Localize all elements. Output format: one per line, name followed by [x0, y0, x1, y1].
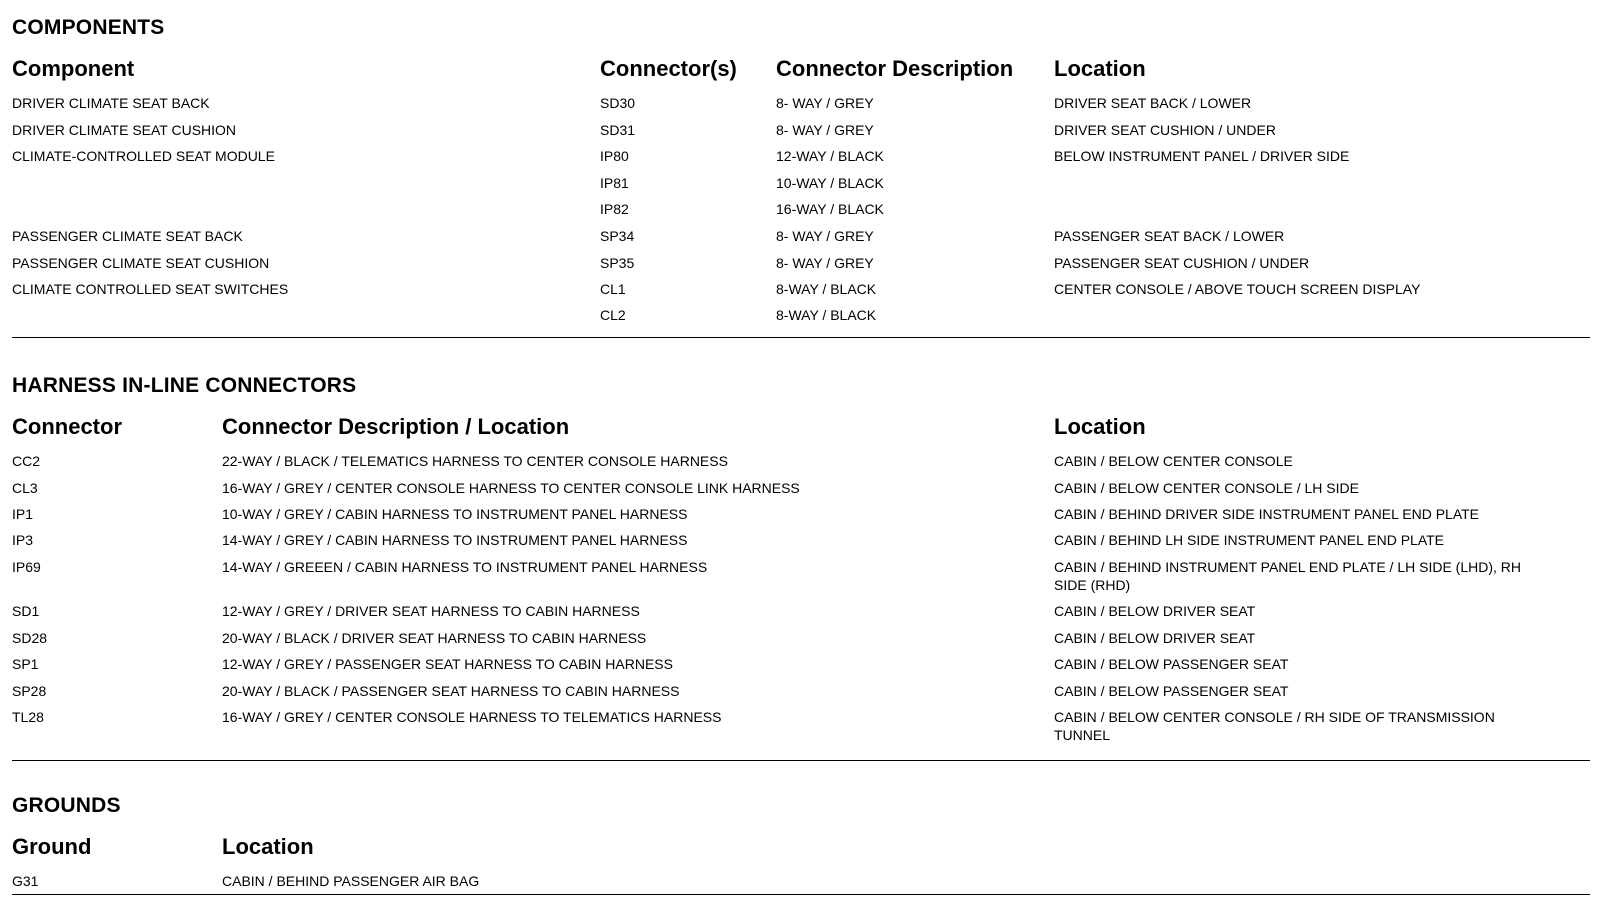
component-location: CENTER CONSOLE / ABOVE TOUCH SCREEN DISPLAY — [1054, 281, 1421, 297]
connector-location: CABIN / BEHIND LH SIDE INSTRUMENT PANEL END PLATE — [1054, 532, 1445, 548]
connector-description: 8-WAY / BLACK — [776, 307, 877, 323]
connector-id: IP1 — [12, 506, 34, 522]
connector-id: TL28 — [12, 709, 44, 725]
component-name: DRIVER CLIMATE SEAT BACK — [12, 95, 210, 111]
connector-description: 16-WAY / GREY / CENTER CONSOLE HARNESS TO CENTER CONSOLE LINK HARNESS — [222, 480, 800, 496]
component-location: PASSENGER SEAT CUSHION / UNDER — [1054, 255, 1310, 271]
connector-id: SD30 — [600, 95, 636, 111]
harness-section — [12, 374, 1590, 764]
connector-location: CABIN / BELOW CENTER CONSOLE — [1054, 453, 1293, 469]
connector-id: SP34 — [600, 228, 635, 244]
connector-id: SD31 — [600, 122, 636, 138]
connector-description: 12-WAY / GREY / DRIVER SEAT HARNESS TO CABIN HARNESS — [222, 603, 640, 619]
connector-id: IP81 — [600, 175, 629, 191]
component-location: BELOW INSTRUMENT PANEL / DRIVER SIDE — [1054, 148, 1350, 164]
connector-description: 8- WAY / GREY — [776, 255, 874, 271]
component-name: PASSENGER CLIMATE SEAT BACK — [12, 228, 243, 244]
components-section — [12, 16, 1590, 341]
component-location: DRIVER SEAT BACK / LOWER — [1054, 95, 1252, 111]
connector-id: SP28 — [12, 683, 47, 699]
grounds-section — [12, 794, 1590, 894]
col-header-location: Location — [1054, 56, 1146, 81]
col-header-component: Component — [12, 56, 135, 81]
harness-title: HARNESS IN-LINE CONNECTORS — [12, 374, 357, 397]
connector-description: 12-WAY / GREY / PASSENGER SEAT HARNESS TO CABIN HARNESS — [222, 656, 673, 672]
connector-id: IP80 — [600, 148, 629, 164]
connector-id: SD1 — [12, 603, 40, 619]
col-header-location: Location — [1054, 414, 1146, 439]
connector-id: CC2 — [12, 453, 41, 469]
connector-id: IP69 — [12, 559, 41, 575]
component-location: DRIVER SEAT CUSHION / UNDER — [1054, 122, 1276, 138]
components-title: COMPONENTS — [12, 16, 165, 39]
connector-description: 12-WAY / BLACK — [776, 148, 884, 164]
connector-location: CABIN / BELOW PASSENGER SEAT — [1054, 656, 1289, 672]
connector-description: 16-WAY / BLACK — [776, 201, 884, 217]
ground-id: G31 — [12, 873, 39, 889]
component-name: PASSENGER CLIMATE SEAT CUSHION — [12, 255, 270, 271]
connector-location: CABIN / BELOW PASSENGER SEAT — [1054, 683, 1289, 699]
connector-id: IP82 — [600, 201, 629, 217]
connector-location: CABIN / BELOW CENTER CONSOLE / LH SIDE — [1054, 480, 1359, 496]
connector-id: CL3 — [12, 480, 38, 496]
connector-id: SP35 — [600, 255, 635, 271]
connector-location: CABIN / BEHIND DRIVER SIDE INSTRUMENT PANEL END PLATE — [1054, 506, 1480, 522]
col-header-connector-description-location: Connector Description / Location — [222, 414, 570, 439]
connector-id: IP3 — [12, 532, 34, 548]
connector-description: 8- WAY / GREY — [776, 95, 874, 111]
connector-location: CABIN / BELOW CENTER CONSOLE / RH SIDE OF TRANSMISSION TUNNEL — [1054, 709, 1495, 743]
connector-description: 22-WAY / BLACK / TELEMATICS HARNESS TO CENTER CONSOLE HARNESS — [222, 453, 728, 469]
connector-id: SD28 — [12, 630, 48, 646]
component-name: DRIVER CLIMATE SEAT CUSHION — [12, 122, 237, 138]
section-divider — [12, 894, 1590, 895]
connector-description: 14-WAY / GREEEN / CABIN HARNESS TO INSTRUMENT PANEL HARNESS — [222, 559, 708, 575]
connector-description: 8-WAY / BLACK — [776, 281, 877, 297]
col-header-connector-description: Connector Description — [776, 56, 1014, 81]
connector-location: CABIN / BEHIND INSTRUMENT PANEL END PLATE / LH SIDE (LHD), RH SIDE (RHD) — [1054, 559, 1522, 593]
ground-location: CABIN / BEHIND PASSENGER AIR BAG — [222, 873, 480, 889]
connector-description: 14-WAY / GREY / CABIN HARNESS TO INSTRUMENT PANEL HARNESS — [222, 532, 688, 548]
col-header-ground: Ground — [12, 834, 92, 859]
col-header-connector: Connector — [12, 414, 122, 439]
section-divider — [12, 760, 1590, 761]
col-header-location: Location — [222, 834, 314, 859]
connector-location: CABIN / BELOW DRIVER SEAT — [1054, 630, 1256, 646]
component-location: PASSENGER SEAT BACK / LOWER — [1054, 228, 1285, 244]
col-header-connectors: Connector(s) — [600, 56, 737, 81]
component-name: CLIMATE-CONTROLLED SEAT MODULE — [12, 148, 275, 164]
component-name: CLIMATE CONTROLLED SEAT SWITCHES — [12, 281, 289, 297]
connector-description: 10-WAY / GREY / CABIN HARNESS TO INSTRUMENT PANEL HARNESS — [222, 506, 688, 522]
connector-location: CABIN / BELOW DRIVER SEAT — [1054, 603, 1256, 619]
connector-description: 16-WAY / GREY / CENTER CONSOLE HARNESS TO TELEMATICS HARNESS — [222, 709, 722, 725]
connector-description: 20-WAY / BLACK / DRIVER SEAT HARNESS TO CABIN HARNESS — [222, 630, 647, 646]
connector-id: CL2 — [600, 307, 626, 323]
connector-id: CL1 — [600, 281, 626, 297]
connector-description: 20-WAY / BLACK / PASSENGER SEAT HARNESS TO CABIN HARNESS — [222, 683, 680, 699]
connector-description: 10-WAY / BLACK — [776, 175, 884, 191]
connector-description: 8- WAY / GREY — [776, 122, 874, 138]
grounds-title: GROUNDS — [12, 794, 121, 817]
connector-id: SP1 — [12, 656, 39, 672]
connector-description: 8- WAY / GREY — [776, 228, 874, 244]
section-divider — [12, 337, 1590, 338]
